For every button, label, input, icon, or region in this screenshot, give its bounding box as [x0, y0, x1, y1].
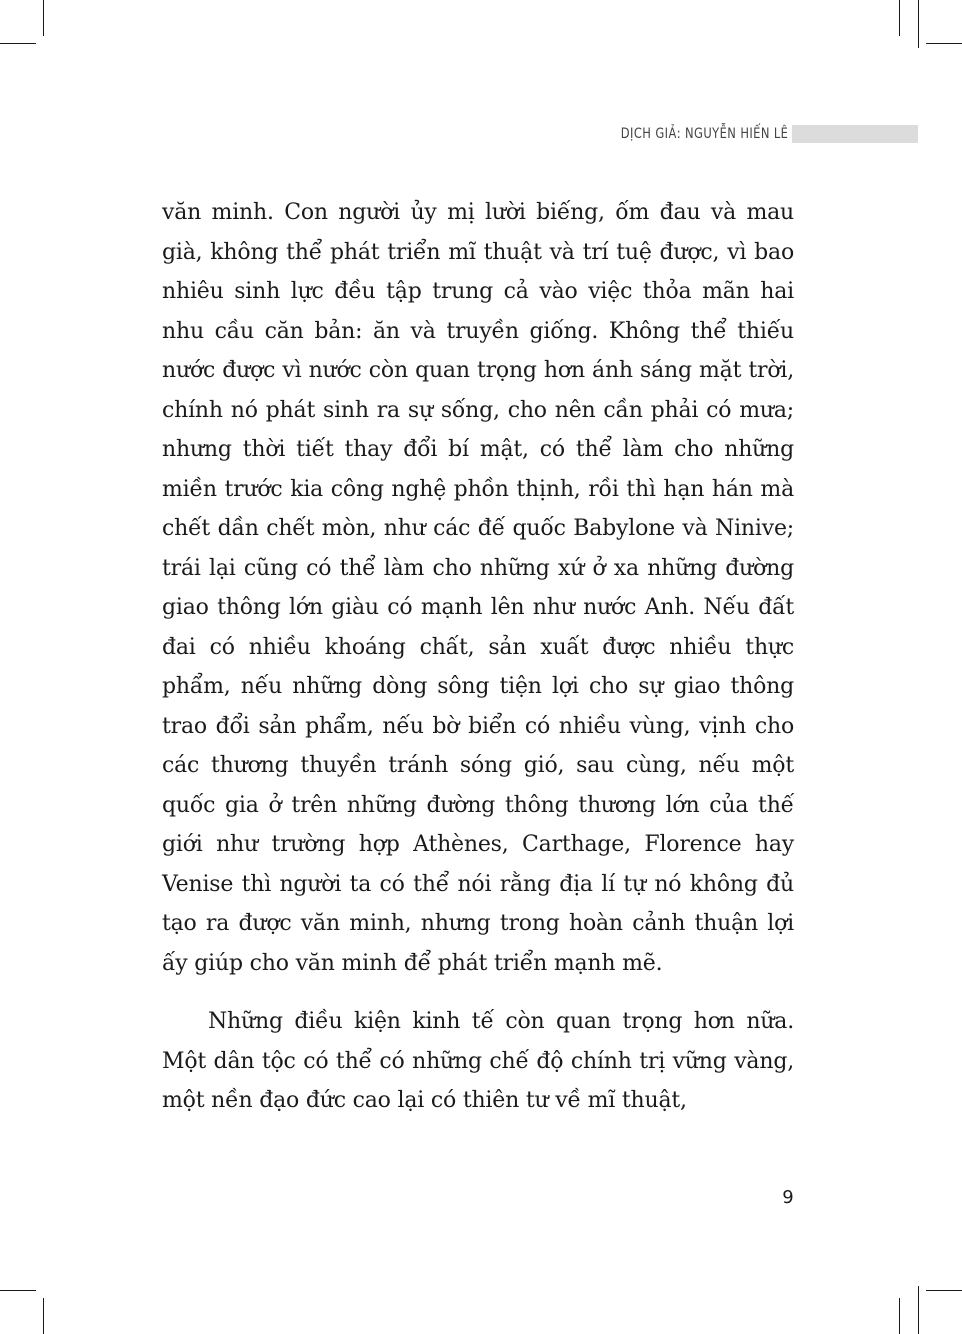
running-header-title: DỊCH GIẢ: NGUYỄN HIẾN LÊ [620, 126, 788, 142]
header-bar [792, 125, 918, 143]
crop-mark [43, 0, 44, 36]
crop-mark [926, 43, 962, 44]
paragraph: văn minh. Con người ủy mị lười biếng, ốm đau và mau già, không thể phát triển mĩ thuật và trí tuệ được, vì bao nhiêu sinh lực đều tập trung cả vào việc thỏa mãn hai nhu cầu căn bản: ăn và truyền giống. Không thể thiếu nước được vì nước còn quan trọng hơn ánh sáng mặt trời, chính nó phát sinh ra sự sống, cho nên cần phải có mưa; nhưng thời tiết thay đổi bí mật, có thể làm cho những miền trước kia công nghệ phồn thịnh, rồi thì hạn hán mà chết dần chết mòn, như các đế quốc Babylone và Ninive; trái lại cũng có thể làm cho những xứ ở xa những đường giao thông lớn giàu có mạnh lên như nước Anh. Nếu đất đai có nhiều khoáng chất, sản xuất được nhiều thực phẩm, nếu những dòng sông tiện lợi cho sự giao thông trao đổi sản phẩm, nếu bờ biển có nhiều vùng, vịnh cho các thương thuyền tránh sóng gió, sau cùng, nếu một quốc gia ở trên những đường thông thương lớn của thế giới như trường hợp Athènes, Carthage, Florence hay Venise thì người ta có thể nói rằng địa lí tự nó không đủ tạo ra được văn minh, nhưng trong hoàn cảnh thuận lợi ấy giúp cho văn minh để phát triển mạnh mẽ. [162, 200, 794, 976]
crop-mark [899, 1298, 900, 1334]
running-header [584, 124, 918, 144]
crop-mark [918, 0, 919, 48]
crop-mark [899, 0, 900, 36]
crop-mark [926, 1290, 962, 1291]
paragraph: Những điều kiện kinh tế còn quan trọng hơn nữa. Một dân tộc có thể có những chế độ chính trị vững vàng, một nền đạo đức cao lại có thiên tư về mĩ thuật, [162, 1009, 794, 1113]
crop-mark [0, 1290, 36, 1291]
crop-mark [43, 1298, 44, 1334]
crop-mark [918, 1286, 919, 1334]
crop-mark [0, 43, 36, 44]
page-number: 9 [782, 1187, 794, 1208]
body-text [162, 193, 794, 1121]
